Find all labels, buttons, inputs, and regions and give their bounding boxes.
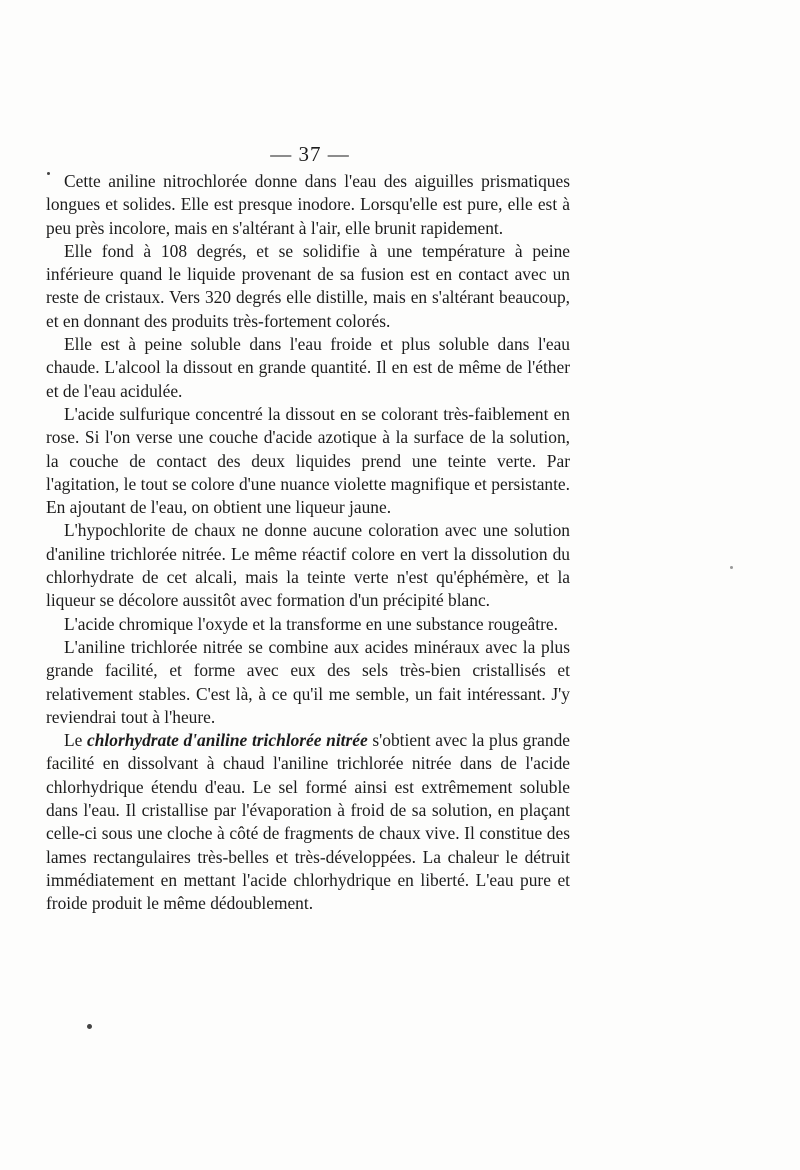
paragraph: Elle fond à 108 degrés, et se solidifie à une température à peine inférieure quand le liquide provenant de sa fusion est en contact avec un reste de cristaux. Vers 320 degrés elle distille, mais en s'altérant beaucoup, et en donnant des produits très-fortement colorés. [46, 240, 570, 331]
paragraph: L'hypochlorite de chaux ne donne aucune coloration avec une solution d'aniline trichlorée nitrée. Le même réactif colore en vert la dissolution du chlorhydrate de cet alcali, mais la teinte verte n'est qu'éphémère, et la liqueur se décolore aussitôt avec formation d'un précipité blanc. [46, 520, 570, 611]
salt-name-emphasis: chlorhydrate d'aniline trichlorée nitrée [87, 730, 368, 751]
page-number: — 37 — [270, 142, 350, 166]
ink-speck [47, 172, 50, 175]
paragraph-rest: s'obtient avec la plus grande facilité en dissolvant à chaud l'aniline trichlorée nitrée dans de l'acide chlorhydrique étendu d'eau. Le sel formé ainsi est extrêmement soluble dans l'eau. Il cristallise par l'évaporation à froid de sa solution, en plaçant celle-ci sous une cloche à côté de fragments de chaux vive. Il constitue des lames rectangulaires très-belles et très-développées. La chaleur le détruit immédiatement en mettant l'acide chlorhydrique en liberté. L'eau pure et froide produit le même dédoublement. [46, 730, 570, 914]
paragraph: L'acide chromique l'oxyde et la transforme en une substance rougeâtre. [64, 613, 558, 634]
paragraph [46, 729, 570, 915]
paragraph: Cette aniline nitrochlorée donne dans l'eau des aiguilles prismatiques longues et solides. Elle est presque inodore. Lorsqu'elle est pure, elle est à peu près incolore, mais en s'altérant à l'air, elle brunit rapidement. [46, 171, 570, 238]
paragraph-lead: Le [64, 730, 88, 751]
paragraph: L'aniline trichlorée nitrée se combine aux acides minéraux avec la plus grande facilité, et forme avec eux des sels très-bien cristallisés et relativement stables. C'est là, à ce qu'il me semble, un fait intéressant. J'y reviendrai tout à l'heure. [46, 636, 570, 727]
ink-speck [87, 1024, 92, 1029]
paragraph: Elle est à peine soluble dans l'eau froide et plus soluble dans l'eau chaude. L'alcool la dissout en grande quantité. Il en est de même de l'éther et de l'eau acidulée. [46, 334, 570, 401]
body-text [46, 170, 570, 916]
ink-speck [730, 566, 733, 569]
paragraph: L'acide sulfurique concentré la dissout en se colorant très-faiblement en rose. Si l'on verse une couche d'acide azotique à la surface de la solution, la couche de contact des deux liquides prend une teinte verte. Par l'agitation, le tout se colore d'une nuance violette magnifique et persistante. En ajoutant de l'eau, on obtient une liqueur jaune. [46, 403, 570, 518]
